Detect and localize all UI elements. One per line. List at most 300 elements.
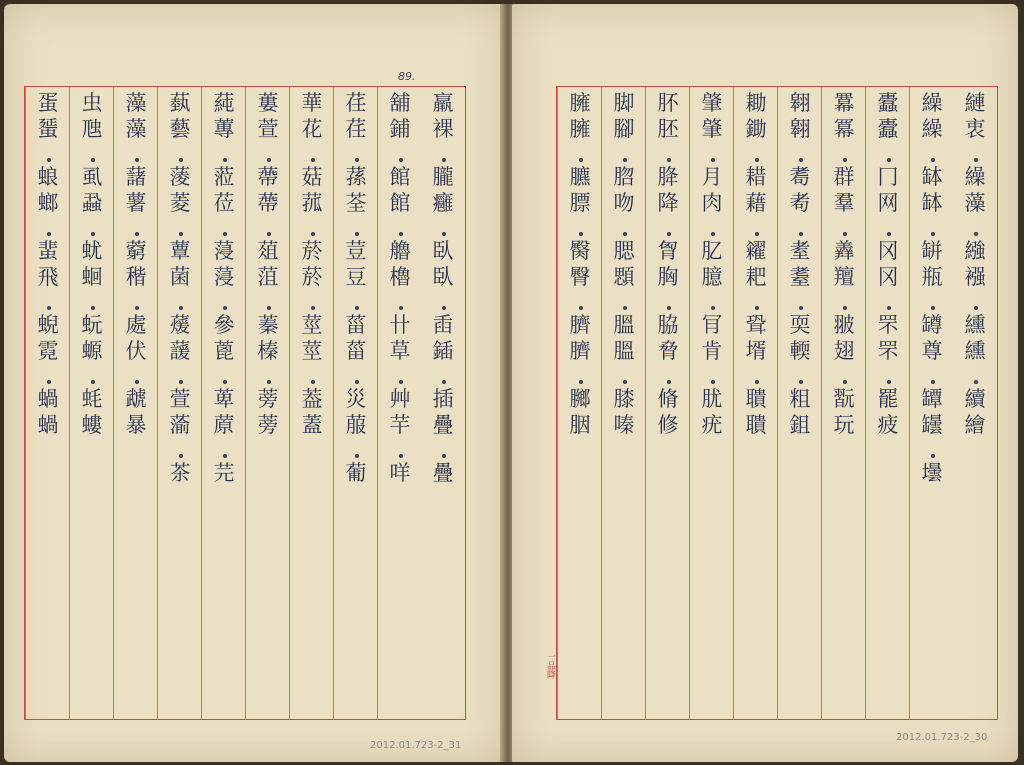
entry-dot: [442, 232, 446, 236]
glyph: 蝸: [37, 413, 59, 437]
left-column-7: [157, 87, 202, 719]
glyph: 蒞: [213, 165, 235, 189]
glyph: 蜺: [37, 313, 59, 337]
entry-separator: [353, 219, 359, 241]
column-entries: [378, 93, 422, 489]
glyph: 鋤: [745, 117, 767, 141]
entry-dot: [711, 158, 715, 162]
entry-separator: [709, 219, 715, 241]
glyph: 輭: [789, 339, 811, 363]
glyph: 聓: [745, 313, 767, 337]
glyph: 華: [301, 91, 323, 115]
entry-separator: [440, 293, 446, 315]
glyph: 蛔: [81, 265, 103, 289]
glyph: 罈: [921, 387, 943, 411]
glyph: 藻: [125, 91, 147, 115]
glyph: 罎: [921, 413, 943, 437]
entry-separator: [753, 293, 759, 315]
entry-separator: [265, 367, 271, 389]
glyph: 羸: [432, 91, 454, 115]
entry-separator: [45, 145, 51, 167]
column-entries: [910, 93, 954, 489]
glyph: 臍: [569, 339, 591, 363]
entry-dot: [579, 380, 583, 384]
entry-separator: [797, 367, 803, 389]
glyph: 壻: [745, 339, 767, 363]
glyph: 蒓: [213, 91, 235, 115]
glyph: 耋: [789, 265, 811, 289]
right-column-8: [645, 87, 690, 719]
glyph: 臆: [701, 265, 723, 289]
glyph: 續: [964, 387, 986, 411]
entry-separator: [885, 219, 891, 241]
entry-separator: [885, 367, 891, 389]
glyph: 蚝: [81, 387, 103, 411]
glyph: 荃: [345, 191, 367, 215]
entry-dot: [755, 232, 759, 236]
entry-separator: [353, 293, 359, 315]
glyph: 羃: [833, 91, 855, 115]
entry-separator: [397, 219, 403, 241]
entry-separator: [621, 367, 627, 389]
entry-dot: [355, 158, 359, 162]
entry-separator: [353, 145, 359, 167]
glyph: 藭: [125, 239, 147, 263]
left-column-9: [69, 87, 114, 719]
entry-dot: [399, 232, 403, 236]
entry-dot: [179, 454, 183, 458]
entry-separator: [265, 145, 271, 167]
entry-dot: [442, 454, 446, 458]
entry-dot: [179, 380, 183, 384]
glyph: 繈: [964, 239, 986, 263]
glyph: 膃: [613, 339, 635, 363]
left-column-4: [289, 87, 334, 719]
entry-separator: [177, 219, 183, 241]
entry-separator: [621, 219, 627, 241]
glyph: 癰: [432, 191, 454, 215]
column-entries: [646, 93, 690, 441]
entry-dot: [931, 380, 935, 384]
glyph: 菔: [345, 413, 367, 437]
entry-separator: [929, 441, 935, 463]
entry-separator: [885, 145, 891, 167]
glyph: 櫓: [389, 265, 411, 289]
glyph: 臋: [569, 239, 591, 263]
glyph: 吻: [613, 191, 635, 215]
entry-dot: [179, 158, 183, 162]
entry-separator: [309, 367, 315, 389]
entry-dot: [47, 158, 51, 162]
glyph: 蓺: [169, 91, 191, 115]
glyph: 蔞: [257, 91, 279, 115]
column-entries: [421, 93, 465, 489]
entry-dot: [311, 306, 315, 310]
entry-separator: [221, 219, 227, 241]
left-column-10: [25, 87, 70, 719]
left-column-6: [201, 87, 246, 719]
glyph: 顋: [613, 265, 635, 289]
entry-dot: [887, 380, 891, 384]
entry-dot: [399, 306, 403, 310]
entry-dot: [711, 380, 715, 384]
entry-dot: [887, 306, 891, 310]
glyph: 修: [657, 413, 679, 437]
column-entries: [202, 93, 246, 489]
glyph: 缽: [921, 165, 943, 189]
glyph: 莖: [301, 339, 323, 363]
entry-dot: [579, 232, 583, 236]
glyph: 菌: [169, 265, 191, 289]
glyph: 羴: [833, 239, 855, 263]
column-entries: [158, 93, 202, 489]
entry-separator: [440, 367, 446, 389]
entry-dot: [91, 306, 95, 310]
glyph: 耡: [745, 91, 767, 115]
left-column-3: [333, 87, 378, 719]
entry-separator: [133, 219, 139, 241]
glyph: 脅: [657, 339, 679, 363]
entry-dot: [267, 306, 271, 310]
entry-separator: [221, 293, 227, 315]
glyph: 荳: [345, 239, 367, 263]
glyph: 藉: [745, 191, 767, 215]
column-entries: [70, 93, 114, 441]
entry-dot: [355, 380, 359, 384]
glyph: 蛋: [37, 91, 59, 115]
entry-separator: [841, 367, 847, 389]
entry-dot: [223, 158, 227, 162]
entry-separator: [309, 293, 315, 315]
entry-separator: [753, 145, 759, 167]
glyph: 菑: [345, 339, 367, 363]
glyph: 膷: [569, 387, 591, 411]
glyph: 蓖: [213, 339, 235, 363]
glyph: 蒡: [257, 413, 279, 437]
glyph: 翅: [833, 339, 855, 363]
glyph: 飛: [37, 265, 59, 289]
right-column-3: [865, 87, 910, 719]
glyph: 蠹: [877, 117, 899, 141]
glyph: 蒝: [213, 413, 235, 437]
glyph: 霓: [37, 339, 59, 363]
entry-separator: [665, 293, 671, 315]
column-entries: [26, 93, 70, 441]
entry-separator: [841, 145, 847, 167]
entry-dot: [843, 232, 847, 236]
glyph: 衷: [964, 117, 986, 141]
left-column-5: [245, 87, 290, 719]
right-column-5: [777, 87, 822, 719]
glyph: 肇: [701, 117, 723, 141]
glyph: 草: [389, 339, 411, 363]
entry-separator: [841, 219, 847, 241]
column-entries: [246, 93, 290, 441]
glyph: 虱: [81, 165, 103, 189]
entry-dot: [91, 158, 95, 162]
glyph: 蕿: [169, 313, 191, 337]
entry-separator: [133, 293, 139, 315]
entry-separator: [397, 441, 403, 463]
column-entries: [114, 93, 158, 441]
glyph: 榛: [257, 339, 279, 363]
entry-dot: [974, 232, 978, 236]
entry-separator: [265, 219, 271, 241]
entry-dot: [799, 232, 803, 236]
entry-dot: [223, 380, 227, 384]
entry-separator: [665, 367, 671, 389]
catalog-stamp-right: 2012.01.723-2_30: [896, 732, 988, 743]
glyph: 聵: [745, 387, 767, 411]
entry-dot: [91, 232, 95, 236]
glyph: 蓡: [213, 265, 235, 289]
glyph: 襁: [964, 265, 986, 289]
glyph: 罷: [877, 387, 899, 411]
glyph: 裸: [432, 117, 454, 141]
entry-separator: [621, 145, 627, 167]
entry-separator: [929, 145, 935, 167]
right-column-1: [953, 87, 997, 719]
entry-separator: [89, 145, 95, 167]
glyph: 蓁: [257, 313, 279, 337]
entry-dot: [442, 380, 446, 384]
entry-separator: [929, 219, 935, 241]
entry-dot: [667, 380, 671, 384]
glyph: 翫: [833, 387, 855, 411]
glyph: 粗: [789, 387, 811, 411]
glyph: 脩: [657, 387, 679, 411]
glyph: 螂: [37, 191, 59, 215]
page-number-mark: 89.: [398, 70, 416, 83]
glyph: 翱: [789, 117, 811, 141]
glyph: 腳: [613, 117, 635, 141]
glyph: 繰: [964, 165, 986, 189]
entry-separator: [709, 145, 715, 167]
glyph: 暴: [125, 413, 147, 437]
column-entries: [734, 93, 778, 441]
glyph: 疲: [877, 413, 899, 437]
glyph: 繰: [921, 91, 943, 115]
right-page-grid: [556, 86, 998, 720]
glyph: 插: [432, 387, 454, 411]
glyph: 肎: [701, 313, 723, 337]
glyph: 耈: [789, 165, 811, 189]
entry-dot: [179, 232, 183, 236]
entry-dot: [931, 158, 935, 162]
glyph: 豆: [345, 265, 367, 289]
glyph: 耇: [789, 191, 811, 215]
glyph: 館: [389, 191, 411, 215]
glyph: 葅: [257, 239, 279, 263]
right-column-9: [601, 87, 646, 719]
entry-separator: [397, 145, 403, 167]
entry-separator: [709, 293, 715, 315]
entry-dot: [442, 158, 446, 162]
glyph: 罘: [877, 313, 899, 337]
glyph: 蓋: [301, 413, 323, 437]
column-entries: [822, 93, 866, 441]
entry-dot: [623, 158, 627, 162]
left-column-1: [421, 87, 465, 719]
entry-separator: [353, 367, 359, 389]
catalog-stamp-left: 2012.01.723-2_31: [370, 740, 462, 751]
entry-dot: [755, 158, 759, 162]
entry-separator: [397, 367, 403, 389]
glyph: 艸: [389, 387, 411, 411]
glyph: 鋪: [389, 117, 411, 141]
entry-dot: [223, 306, 227, 310]
glyph: 蕈: [169, 239, 191, 263]
glyph: 咩: [389, 461, 411, 485]
entry-dot: [799, 158, 803, 162]
entry-separator: [221, 145, 227, 167]
entry-separator: [753, 367, 759, 389]
entry-separator: [972, 293, 978, 315]
glyph: 荏: [345, 117, 367, 141]
glyph: 伏: [125, 339, 147, 363]
glyph: 羣: [833, 191, 855, 215]
glyph: 藻: [964, 191, 986, 215]
glyph: 胸: [657, 265, 679, 289]
glyph: 虺: [81, 117, 103, 141]
glyph: 胮: [657, 165, 679, 189]
glyph: 肬: [701, 387, 723, 411]
glyph: 壜: [921, 461, 943, 485]
glyph: 冂: [877, 165, 899, 189]
entry-dot: [755, 380, 759, 384]
glyph: 耊: [789, 239, 811, 263]
glyph: 花: [301, 117, 323, 141]
glyph: 荏: [345, 91, 367, 115]
entry-separator: [309, 145, 315, 167]
entry-separator: [45, 293, 51, 315]
entry-dot: [843, 306, 847, 310]
glyph: 膃: [613, 313, 635, 337]
glyph: 罇: [921, 313, 943, 337]
entry-separator: [440, 219, 446, 241]
column-entries: [602, 93, 646, 441]
entry-dot: [843, 158, 847, 162]
entry-separator: [753, 219, 759, 241]
entry-separator: [797, 219, 803, 241]
glyph: 冈: [877, 239, 899, 263]
glyph: 肇: [701, 91, 723, 115]
glyph: 疊: [432, 461, 454, 485]
glyph: 臥: [432, 265, 454, 289]
glyph: 臀: [569, 265, 591, 289]
entry-dot: [399, 158, 403, 162]
glyph: 月: [701, 165, 723, 189]
glyph: 脗: [613, 165, 635, 189]
entry-dot: [311, 380, 315, 384]
entry-dot: [267, 158, 271, 162]
glyph: 冪: [833, 117, 855, 141]
glyph: 缾: [921, 239, 943, 263]
glyph: 蕍: [169, 413, 191, 437]
glyph: 蜚: [37, 239, 59, 263]
glyph: 蜋: [37, 165, 59, 189]
entry-dot: [931, 454, 935, 458]
entry-separator: [577, 145, 583, 167]
glyph: 繪: [964, 413, 986, 437]
glyph: 蝸: [37, 387, 59, 411]
glyph: 蓡: [213, 239, 235, 263]
entry-separator: [177, 293, 183, 315]
entry-dot: [223, 454, 227, 458]
right-column-6: [733, 87, 778, 719]
glyph: 蔆: [169, 165, 191, 189]
entry-dot: [931, 232, 935, 236]
glyph: 降: [657, 191, 679, 215]
entry-separator: [797, 293, 803, 315]
entry-separator: [577, 293, 583, 315]
glyph: 臃: [569, 91, 591, 115]
glyph: 蚖: [81, 313, 103, 337]
glyph: 冈: [877, 265, 899, 289]
glyph: 葢: [301, 387, 323, 411]
glyph: 肧: [657, 91, 679, 115]
glyph: 稭: [125, 265, 147, 289]
entry-separator: [440, 441, 446, 463]
glyph: 薯: [125, 191, 147, 215]
glyph: 蜑: [37, 117, 59, 141]
entry-separator: [309, 219, 315, 241]
glyph: 尊: [921, 339, 943, 363]
glyph: 翱: [789, 91, 811, 115]
right-column-10: [557, 87, 602, 719]
glyph: 藻: [125, 117, 147, 141]
entry-dot: [755, 306, 759, 310]
glyph: 朧: [432, 165, 454, 189]
glyph: 蔕: [257, 191, 279, 215]
entry-dot: [974, 306, 978, 310]
entry-separator: [397, 293, 403, 315]
glyph: 腮: [613, 239, 635, 263]
entry-dot: [47, 306, 51, 310]
glyph: 嗪: [613, 413, 635, 437]
entry-separator: [89, 367, 95, 389]
glyph: 虣: [125, 387, 147, 411]
glyph: 群: [833, 165, 855, 189]
column-entries: [334, 93, 378, 489]
glyph: 螻: [81, 413, 103, 437]
glyph: 糴: [745, 239, 767, 263]
glyph: 菇: [301, 165, 323, 189]
entry-separator: [177, 145, 183, 167]
entry-dot: [667, 232, 671, 236]
glyph: 萆: [213, 387, 235, 411]
entry-dot: [91, 380, 95, 384]
entry-separator: [177, 367, 183, 389]
right-column-2: [909, 87, 954, 719]
glyph: 萱: [169, 387, 191, 411]
entry-separator: [577, 219, 583, 241]
glyph: 臕: [569, 165, 591, 189]
entry-dot: [47, 232, 51, 236]
entry-separator: [45, 219, 51, 241]
glyph: 蠹: [877, 91, 899, 115]
entry-dot: [179, 306, 183, 310]
entry-dot: [667, 306, 671, 310]
entry-dot: [974, 158, 978, 162]
glyph: 脇: [657, 313, 679, 337]
entry-dot: [135, 380, 139, 384]
glyph: 菸: [301, 239, 323, 263]
glyph: 鉏: [789, 413, 811, 437]
left-column-2: [377, 87, 422, 719]
glyph: 臿: [432, 313, 454, 337]
glyph: 館: [389, 165, 411, 189]
